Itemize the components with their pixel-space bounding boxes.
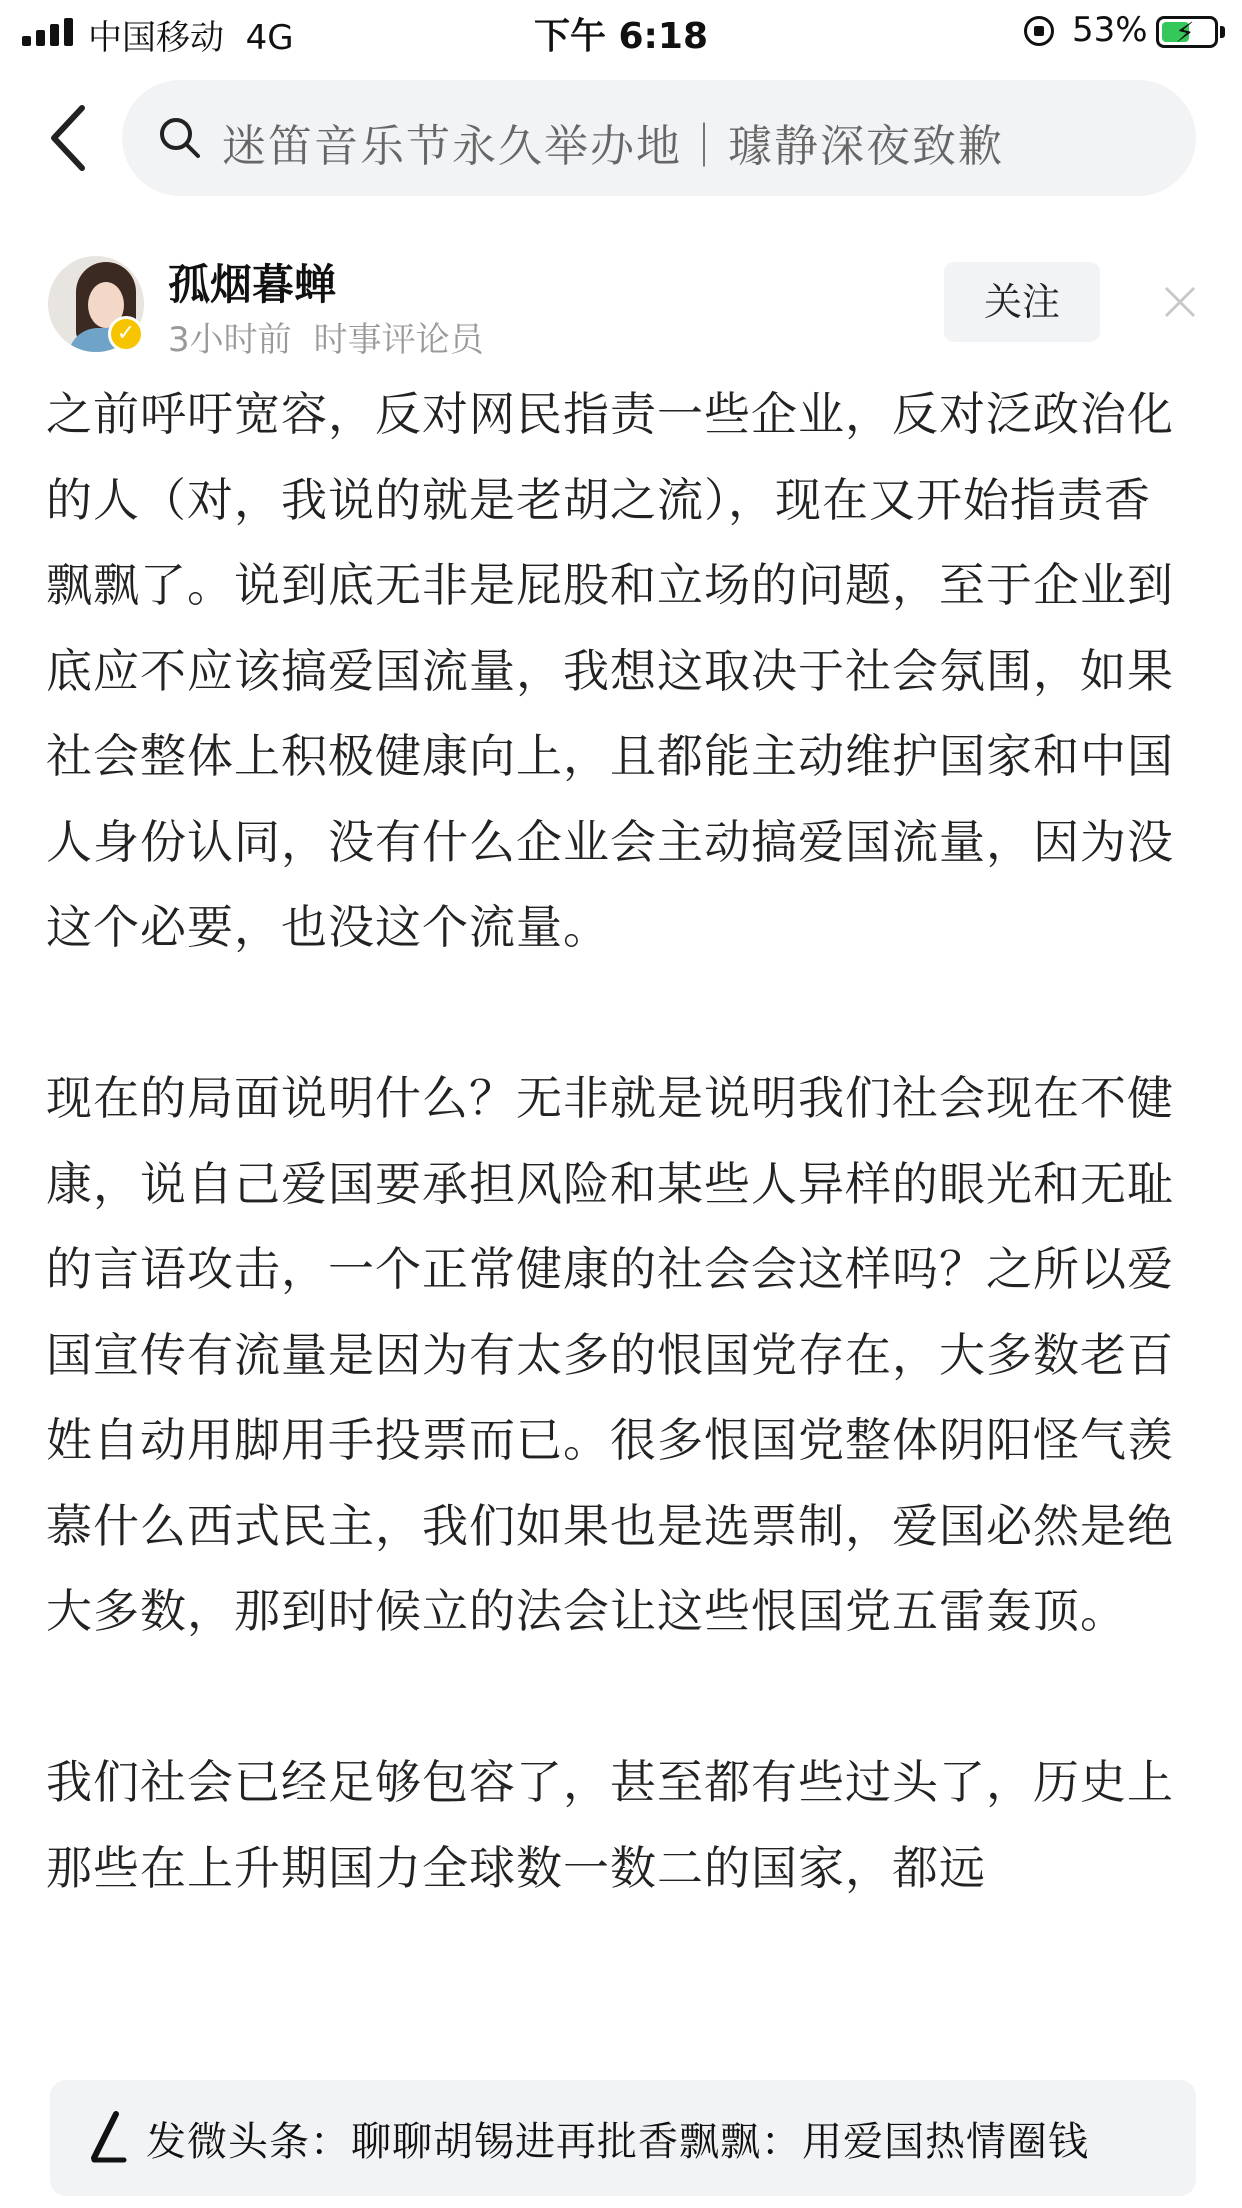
- compose-prompt-text: 发微头条：聊聊胡锡进再批香飘飘：用爱国热情圈钱: [146, 2119, 1089, 2165]
- compose-icon: [86, 2110, 130, 2166]
- follow-button[interactable]: 关注: [944, 262, 1100, 342]
- rotation-lock-icon: [1024, 16, 1054, 46]
- close-icon: [1162, 284, 1198, 320]
- charging-bolt-icon: ⚡: [1175, 16, 1195, 49]
- article-body: [46, 372, 1196, 1911]
- status-bar: [0, 0, 1242, 64]
- author-name[interactable]: 孤烟暮蝉: [168, 260, 337, 309]
- status-time: 下午 6:18: [533, 16, 709, 57]
- chevron-left-icon: [46, 104, 92, 172]
- battery-percent: 53%: [1072, 10, 1148, 50]
- article-paragraph: 之前呼吁宽容，反对网民指责一些企业，反对泛政治化的人（对，我说的就是老胡之流），现在又开始指责香飘飘了。说到底无非是屁股和立场的问题，至于企业到底应不应该搞爱国流量，我想这取决于社会氛围，如果社会整体上积极健康向上，且都能主动维护国家和中国人身份认同，没有什么企业会主动搞爱国流量，因为没这个必要，也没这个流量。: [46, 387, 1174, 954]
- article-paragraph: 现在的局面说明什么？无非就是说明我们社会现在不健康，说自己爱国要承担风险和某些人异样的眼光和无耻的言语攻击，一个正常健康的社会会这样吗？之所以爱国宣传有流量是因为有太多的恨国党存在，大多数老百姓自动用脚用手投票而已。很多恨国党整体阴阳怪气羡慕什么西式民主，我们如果也是选票制，爱国必然是绝大多数，那到时候立的法会让这些恨国党五雷轰顶。: [46, 1071, 1174, 1638]
- search-bar[interactable]: [122, 80, 1196, 196]
- battery-icon: [1156, 16, 1218, 48]
- search-icon: [158, 116, 202, 160]
- post-meta: [168, 312, 484, 361]
- carrier-label: 中国移动 4G: [88, 18, 294, 58]
- article-paragraph: 我们社会已经足够包容了，甚至都有些过头了，历史上那些在上升期国力全球数一数二的国家，都远: [46, 1755, 1174, 1895]
- battery-tip: [1220, 26, 1225, 38]
- compose-post-prompt[interactable]: [50, 2080, 1196, 2196]
- post-time: 3小时前: [168, 320, 292, 360]
- dismiss-button[interactable]: [1162, 284, 1198, 320]
- network-type: 4G: [245, 18, 294, 58]
- content-fade: [0, 1990, 1242, 2090]
- search-query: 迷笛音乐节永久举办地｜璩静深夜致歉: [222, 121, 1004, 172]
- verified-badge-icon: ✓: [108, 316, 144, 352]
- back-button[interactable]: [46, 104, 92, 172]
- author-title: 时事评论员: [313, 320, 484, 360]
